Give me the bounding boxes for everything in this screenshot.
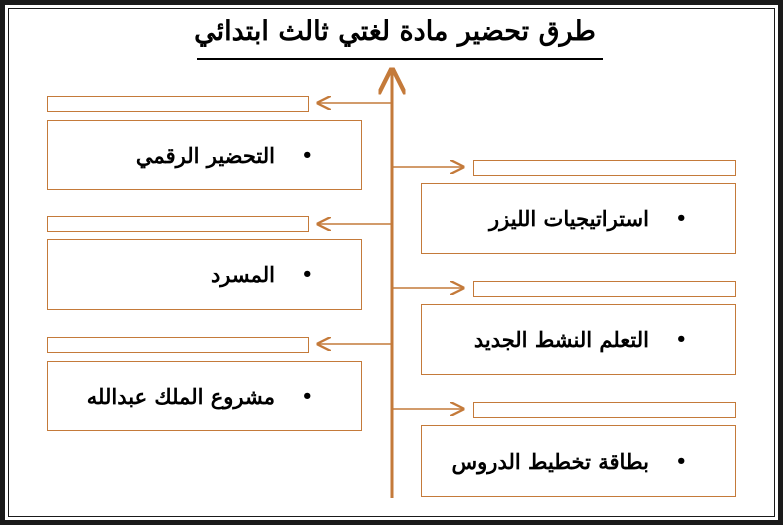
right-item-1 [421, 183, 736, 254]
left-item-1 [47, 120, 362, 190]
right-item-3 [421, 425, 736, 497]
right-strip-1 [473, 160, 736, 176]
right-item-2 [421, 304, 736, 375]
left-item-3 [47, 361, 362, 431]
left-strip-1 [47, 96, 309, 112]
bullet-right-3: • [675, 450, 687, 472]
left-item-2 [47, 239, 362, 310]
left-item-3-label: مشروع الملك عبدالله [86, 383, 275, 409]
bullet-right-1: • [675, 208, 687, 229]
right-item-1-label: استراتيجيات الليزر [489, 206, 649, 231]
right-item-3-label: بطاقة تخطيط الدروس [451, 448, 649, 474]
bullet-left-1: • [301, 144, 313, 166]
left-item-1-label: التحضير الرقمي [135, 142, 275, 168]
left-strip-2 [47, 216, 309, 232]
left-strip-3 [47, 337, 309, 353]
right-strip-2 [473, 281, 736, 297]
bullet-right-2: • [675, 329, 687, 350]
diagram-title: طرق تحضير مادة لغتي ثالث ابتدائي [194, 16, 596, 47]
right-strip-3 [473, 402, 736, 418]
right-item-2-label: التعلم النشط الجديد [473, 327, 649, 352]
left-item-2-label: المسرد [210, 262, 275, 287]
bullet-left-3: • [301, 385, 313, 407]
bullet-left-2: • [301, 264, 313, 285]
